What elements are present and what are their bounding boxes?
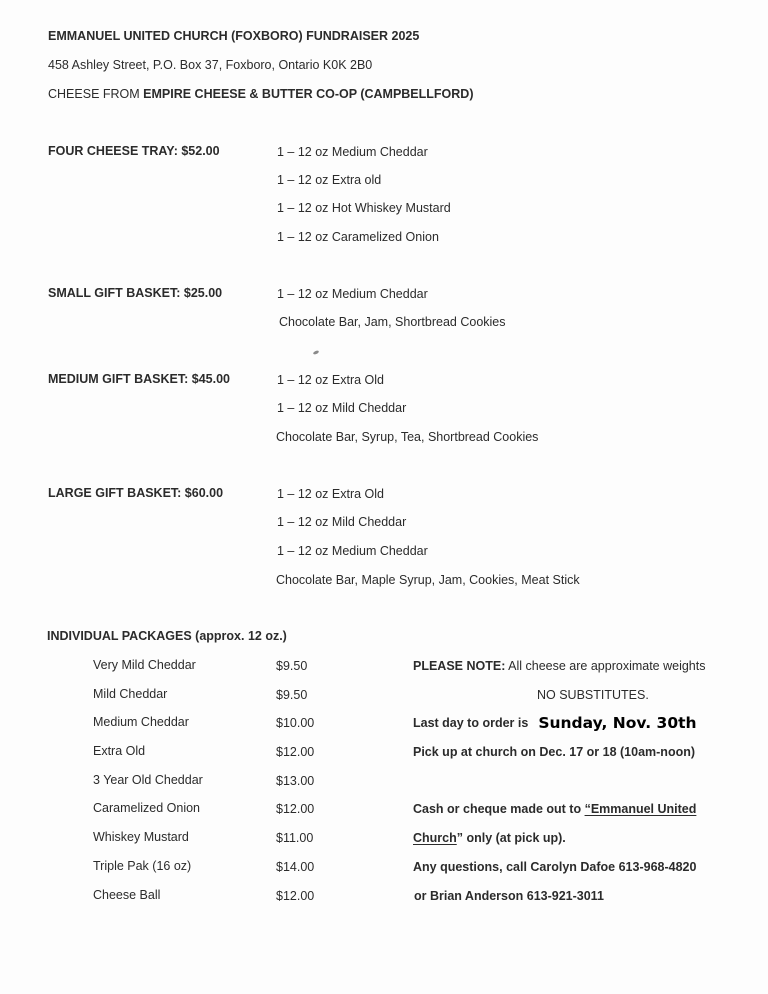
payment-suffix: ” only (at pick up).: [456, 831, 566, 845]
package-name: Triple Pak (16 oz): [93, 859, 192, 873]
package-price: $14.00: [276, 860, 315, 874]
basket-item: 1 – 12 oz Mild Cheddar: [277, 401, 407, 415]
package-price: $10.00: [276, 716, 315, 730]
four-cheese-tray-title: FOUR CHEESE TRAY: $52.00: [48, 144, 220, 158]
please-note: [413, 659, 706, 673]
small-gift-basket-title: SMALL GIFT BASKET: $25.00: [48, 286, 223, 300]
package-price: $9.50: [276, 688, 308, 702]
payment-payee: “Emmanuel United: [584, 802, 697, 816]
flyer-title: EMMANUEL UNITED CHURCH (FOXBORO) FUNDRAISER 2025: [48, 29, 420, 43]
package-price: $11.00: [276, 831, 314, 845]
package-name: Whiskey Mustard: [93, 830, 189, 844]
basket-item: Chocolate Bar, Jam, Shortbread Cookies: [279, 315, 506, 329]
payment-payee-cont: Church: [413, 831, 457, 845]
tray-item: 1 – 12 oz Medium Cheddar: [277, 145, 428, 159]
please-note-text: All cheese are approximate weights: [505, 659, 706, 673]
package-name: Very Mild Cheddar: [93, 658, 196, 672]
contact-brian: or Brian Anderson 613-921-3011: [414, 889, 604, 903]
package-price: $9.50: [276, 659, 308, 673]
payment-prefix: Cash or cheque made out to: [413, 802, 585, 816]
package-price: $12.00: [276, 745, 315, 759]
church-address: 458 Ashley Street, P.O. Box 37, Foxboro, Ontario K0K 2B0: [48, 58, 373, 72]
individual-packages-title: INDIVIDUAL PACKAGES (approx. 12 oz.): [47, 629, 287, 643]
please-note-label: PLEASE NOTE:: [413, 659, 506, 673]
scan-smudge: [313, 350, 320, 355]
last-day-label: Last day to order is: [413, 716, 529, 730]
large-gift-basket-title: LARGE GIFT BASKET: $60.00: [48, 486, 224, 500]
basket-item: 1 – 12 oz Medium Cheddar: [277, 544, 428, 558]
package-name: Medium Cheddar: [93, 715, 189, 729]
last-day-date: Sunday, Nov. 30th: [538, 714, 697, 732]
package-name: Cheese Ball: [93, 888, 161, 902]
payment-info-line-2: [413, 831, 566, 845]
package-name: Caramelized Onion: [93, 801, 200, 815]
tray-item: 1 – 12 oz Extra old: [277, 173, 382, 187]
package-name: Extra Old: [93, 744, 146, 758]
basket-item: Chocolate Bar, Maple Syrup, Jam, Cookies, Meat Stick: [276, 573, 580, 587]
tray-item: 1 – 12 oz Caramelized Onion: [277, 230, 439, 244]
supplier-name: EMPIRE CHEESE & BUTTER CO-OP (CAMPBELLFORD): [143, 87, 474, 101]
no-substitutes-note: NO SUBSTITUTES.: [537, 688, 649, 702]
medium-gift-basket-title: MEDIUM GIFT BASKET: $45.00: [48, 372, 230, 386]
supplier-prefix: CHEESE FROM: [48, 87, 144, 101]
basket-item: 1 – 12 oz Mild Cheddar: [277, 515, 407, 529]
basket-item: 1 – 12 oz Medium Cheddar: [277, 287, 428, 301]
payment-info-line-1: [413, 802, 696, 816]
pickup-info: Pick up at church on Dec. 17 or 18 (10am-noon): [413, 745, 696, 759]
basket-item: 1 – 12 oz Extra Old: [277, 487, 385, 501]
package-price: $13.00: [276, 774, 315, 788]
order-deadline: [413, 713, 697, 731]
basket-item: Chocolate Bar, Syrup, Tea, Shortbread Cookies: [276, 430, 539, 444]
contact-carolyn: Any questions, call Carolyn Dafoe 613-968-4820: [413, 860, 697, 874]
package-price: $12.00: [276, 802, 315, 816]
package-price: $12.00: [276, 889, 315, 903]
package-name: Mild Cheddar: [93, 687, 168, 701]
basket-item: 1 – 12 oz Extra Old: [277, 373, 385, 387]
package-name: 3 Year Old Cheddar: [93, 773, 203, 787]
cheese-supplier-line: [48, 87, 474, 101]
tray-item: 1 – 12 oz Hot Whiskey Mustard: [277, 201, 451, 215]
